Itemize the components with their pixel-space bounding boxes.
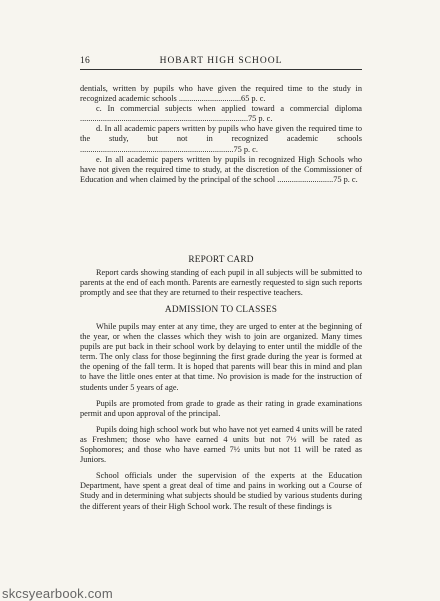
paragraph-credentials: dentials, written by pupils who have given the required time to the study in recognized academic schools ..............................65 p. c. [80, 84, 362, 104]
admission-heading: ADMISSION TO CLASSES [164, 305, 278, 315]
header-rule [80, 69, 362, 70]
paragraph-high-schools: e. In all academic papers written by pupils in recognized High Schools who have not given the required time to study, at the discretion of the Commissioner of Education and when claimed by the principal of the school ...........................75 p. c. [80, 154, 362, 184]
site-watermark: skcsyearbook.com [2, 586, 113, 601]
admission-section [80, 322, 362, 518]
grading-continuation [80, 84, 362, 185]
paragraph-commercial: c. In commercial subjects when applied toward a commercial diploma .................................................................................75 p. c. [80, 104, 362, 124]
page-header [80, 56, 362, 68]
admission-paragraph-4: School officials under the supervision of the experts at the Education Department, have spent a great deal of time and pains in working out a Course of Study and in determining what subjects should be studied by various students during the different years of their High School work. The result of these findings is [80, 471, 362, 511]
report-card-paragraph: Report cards showing standing of each pupil in all subjects will be submitted to parents at the end of each month. Parents are earnestly requested to sign such reports promptly and see that they are returned to their respective teachers. [80, 268, 362, 298]
report-card-section [80, 268, 362, 298]
admission-paragraph-1: While pupils may enter at any time, they are urged to enter at the beginning of the year, or when the classes which they wish to join are organized. Many times pupils are put back in their school work by delaying to enter until the middle of the term. The only class for those beginning the first grade during the year is formed at the opening of the fall term. It is hoped that parents will bear this in mind and plan to have the little ones enter at that time. No provision is made for the instruction of students under 5 years of age. [80, 322, 362, 392]
running-title: HOBART HIGH SCHOOL [159, 56, 283, 66]
admission-paragraph-2: Pupils are promoted from grade to grade as their rating in grade examinations permit and upon approval of the principal. [80, 398, 362, 418]
page-number: 16 [80, 56, 91, 66]
admission-paragraph-3: Pupils doing high school work but who have not yet earned 4 units will be rated as Freshmen; those who have earned 4 units but not 7½ will be rated as Sophomores; and those who have earned 7½ units but not 11 will be rated as Juniors. [80, 424, 362, 465]
paragraph-academic-papers: d. In all academic papers written by pupils who have given the required time to the study, but not in recognized academic schools ..........................................................................75 p. c. [80, 124, 362, 154]
report-card-heading: REPORT CARD [188, 255, 254, 265]
